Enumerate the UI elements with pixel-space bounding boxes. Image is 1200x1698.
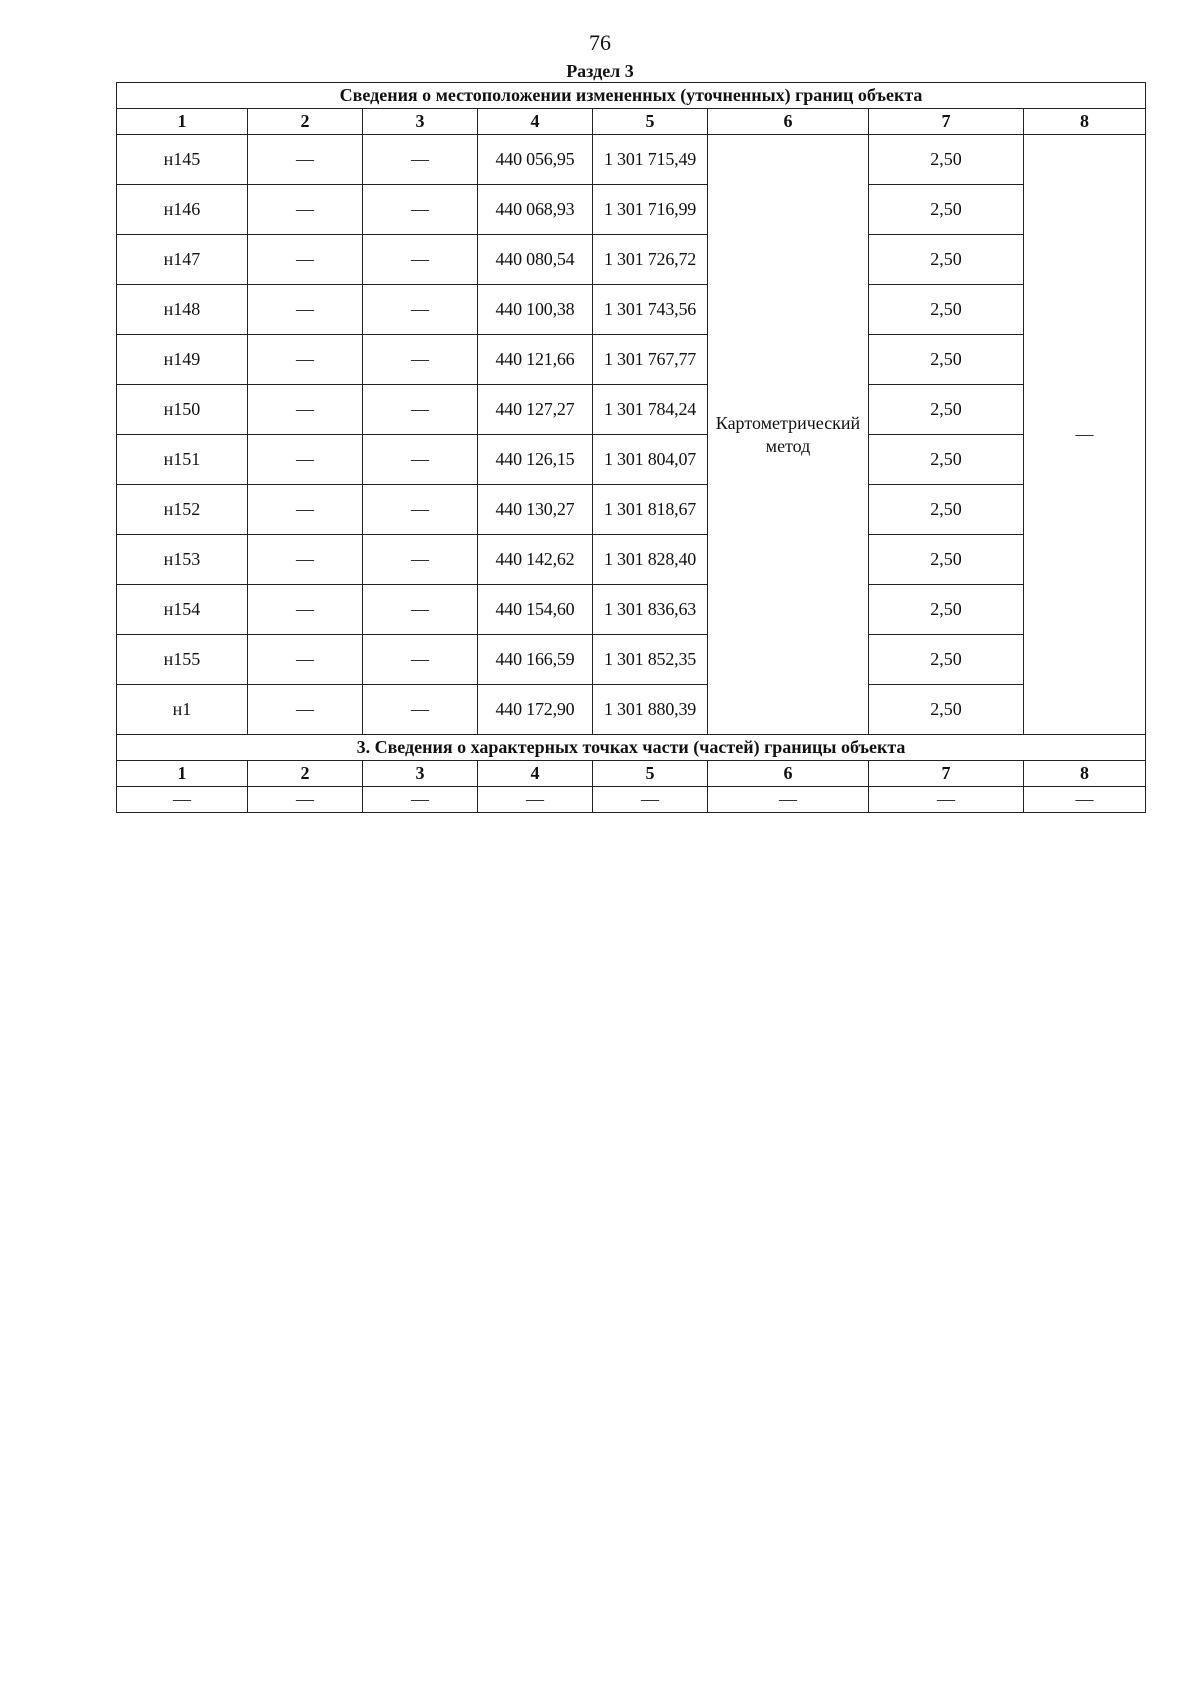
column-number: 8 [1024,109,1146,135]
point-name: н155 [117,635,248,685]
accuracy: 2,50 [869,585,1024,635]
boundary-table [116,82,1146,813]
point-name: н150 [117,385,248,435]
accuracy: 2,50 [869,335,1024,385]
cell-col3: — [363,435,478,485]
column-number: 2 [248,761,363,787]
coord-y: 1 301 716,99 [593,185,708,235]
parts-column-number-row [117,761,1146,787]
coord-y: 1 301 804,07 [593,435,708,485]
table-row [117,235,1146,285]
cell-col3: — [363,585,478,635]
cell-col2: — [248,335,363,385]
accuracy: 2,50 [869,535,1024,585]
section-title: Раздел 3 [566,61,634,81]
column-number-row [117,109,1146,135]
column-number: 5 [593,761,708,787]
column-number: 8 [1024,761,1146,787]
point-name: н154 [117,585,248,635]
column-number: 1 [117,761,248,787]
point-name: н149 [117,335,248,385]
table-row [117,585,1146,635]
coord-x: 440 080,54 [478,235,593,285]
empty-cell: — [593,787,708,813]
accuracy: 2,50 [869,485,1024,535]
cell-col3: — [363,335,478,385]
table-caption: Сведения о местоположении измененных (уточненных) границ объекта [117,83,1146,109]
method-cell: Картометрический метод [708,135,869,735]
table-row [117,335,1146,385]
coord-x: 440 121,66 [478,335,593,385]
point-name: н152 [117,485,248,535]
cell-col3: — [363,285,478,335]
column-number: 7 [869,109,1024,135]
point-name: н153 [117,535,248,585]
cell-col3: — [363,535,478,585]
accuracy: 2,50 [869,135,1024,185]
table-row [117,435,1146,485]
cell-col3: — [363,685,478,735]
coord-y: 1 301 767,77 [593,335,708,385]
column-number: 4 [478,109,593,135]
cell-col2: — [248,635,363,685]
cell-col3: — [363,135,478,185]
table-row [117,685,1146,735]
cell-col2: — [248,485,363,535]
column-number: 6 [708,761,869,787]
parts-table-row [117,787,1146,813]
cell-col2: — [248,685,363,735]
empty-cell: — [363,787,478,813]
cell-col2: — [248,535,363,585]
accuracy: 2,50 [869,685,1024,735]
accuracy: 2,50 [869,185,1024,235]
cell-col2: — [248,385,363,435]
column-number: 2 [248,109,363,135]
coord-y: 1 301 852,35 [593,635,708,685]
cell-col3: — [363,235,478,285]
empty-cell: — [708,787,869,813]
coord-x: 440 172,90 [478,685,593,735]
cell-col3: — [363,635,478,685]
coord-y: 1 301 828,40 [593,535,708,585]
point-name: н146 [117,185,248,235]
cell-col2: — [248,285,363,335]
empty-cell: — [1024,787,1146,813]
column-number: 3 [363,761,478,787]
coord-y: 1 301 818,67 [593,485,708,535]
cell-col3: — [363,485,478,535]
empty-cell: — [248,787,363,813]
accuracy: 2,50 [869,285,1024,335]
coord-x: 440 056,95 [478,135,593,185]
parts-table-caption: 3. Сведения о характерных точках части (частей) границы объекта [117,735,1146,761]
empty-cell: — [478,787,593,813]
coord-y: 1 301 715,49 [593,135,708,185]
accuracy: 2,50 [869,435,1024,485]
coord-x: 440 100,38 [478,285,593,335]
cell-col3: — [363,385,478,435]
accuracy: 2,50 [869,635,1024,685]
coord-y: 1 301 743,56 [593,285,708,335]
column-number: 6 [708,109,869,135]
cell-col2: — [248,185,363,235]
coord-y: 1 301 880,39 [593,685,708,735]
coord-x: 440 130,27 [478,485,593,535]
column-number: 4 [478,761,593,787]
col8-cell: — [1024,135,1146,735]
point-name: н151 [117,435,248,485]
accuracy: 2,50 [869,385,1024,435]
table-row [117,185,1146,235]
column-number: 1 [117,109,248,135]
empty-cell: — [869,787,1024,813]
column-number: 5 [593,109,708,135]
coord-x: 440 127,27 [478,385,593,435]
point-name: н1 [117,685,248,735]
coord-x: 440 068,93 [478,185,593,235]
coord-y: 1 301 784,24 [593,385,708,435]
cell-col2: — [248,435,363,485]
point-name: н145 [117,135,248,185]
table-row [117,135,1146,185]
table-row [117,285,1146,335]
point-name: н147 [117,235,248,285]
coord-y: 1 301 836,63 [593,585,708,635]
cell-col2: — [248,235,363,285]
cell-col3: — [363,185,478,235]
page-number: 76 [589,30,611,55]
column-number: 3 [363,109,478,135]
table-row [117,635,1146,685]
coord-x: 440 142,62 [478,535,593,585]
accuracy: 2,50 [869,235,1024,285]
table-row [117,485,1146,535]
cell-col2: — [248,135,363,185]
cell-col2: — [248,585,363,635]
coord-x: 440 126,15 [478,435,593,485]
empty-cell: — [117,787,248,813]
table-row [117,535,1146,585]
table-row [117,385,1146,435]
coord-x: 440 154,60 [478,585,593,635]
coord-y: 1 301 726,72 [593,235,708,285]
column-number: 7 [869,761,1024,787]
point-name: н148 [117,285,248,335]
coord-x: 440 166,59 [478,635,593,685]
